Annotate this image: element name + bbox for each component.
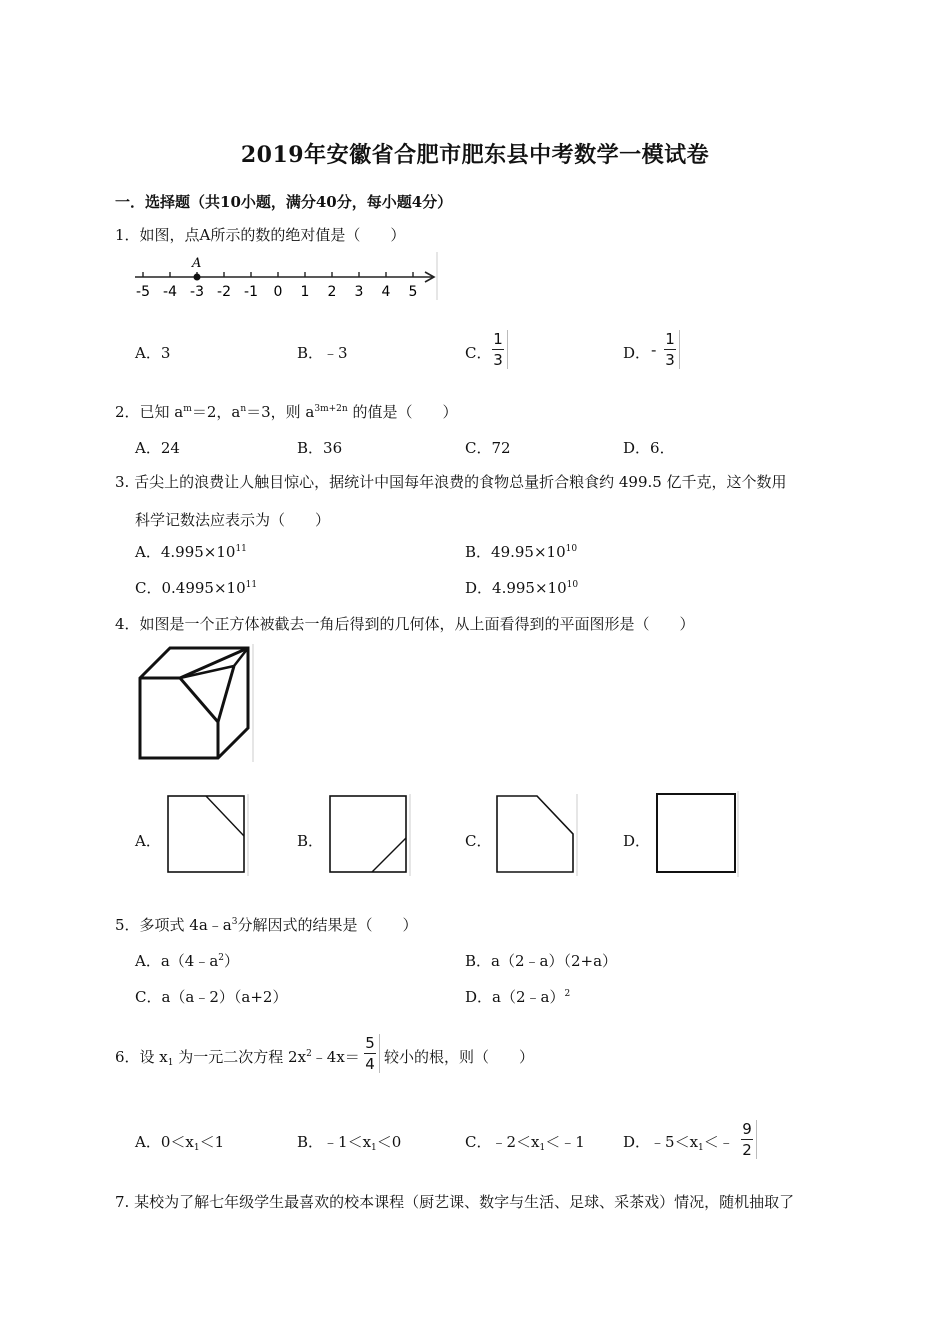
section-heading: 一．选择题（共10小题，满分40分，每小题4分） — [115, 193, 453, 211]
q6-option-d[interactable]: D．$﹣5<x_1<﹣$ — [623, 1133, 734, 1153]
number-line-tick-label: 0 — [273, 284, 283, 300]
number-line-tick-label: 1 — [300, 284, 310, 300]
number-line-figure — [133, 252, 439, 302]
fraction-numerator: 1 — [665, 330, 675, 348]
number-line-tick-label: -2 — [217, 284, 231, 300]
number-line-tick-label: 2 — [327, 284, 337, 300]
q4-option-c[interactable]: C． — [465, 832, 492, 850]
question-7-line-1: 7. 某校为了解七年级学生最喜欢的校本课程（厨艺课、数字与生活、足球、采茶戏）情况，随机抽取了 — [115, 1193, 795, 1211]
truncated-cube-figure — [136, 644, 256, 764]
q4-option-d[interactable]: D． — [623, 832, 651, 850]
q5-option-b[interactable]: B．a（2﹣a）（2+a） — [465, 952, 618, 970]
q6-option-a[interactable]: A．$0<x_1<1$ — [135, 1133, 225, 1153]
q6-option-c[interactable]: C．$﹣2<x_1<﹣1$ — [465, 1133, 585, 1153]
q4-option-b-figure — [328, 794, 412, 876]
q1-option-a[interactable]: A．3 — [135, 344, 171, 362]
q4-option-a[interactable]: A． — [135, 832, 161, 850]
q3-option-d[interactable]: D．$4.995\times 10^{10}$ — [465, 579, 579, 597]
q3-option-b[interactable]: B．$49.95\times 10^{10}$ — [465, 543, 578, 561]
number-line-tick-label: 3 — [354, 284, 364, 300]
q5-option-d[interactable]: D．a（2﹣a）$^2$ — [465, 988, 571, 1006]
question-1-stem: 1．如图，点A所示的数的绝对值是（ ） — [115, 226, 406, 244]
number-line-tick-label: -3 — [190, 284, 204, 300]
q3-option-c[interactable]: C．$0.4995\times 10^{11}$ — [135, 579, 258, 597]
q1-option-c-fraction — [492, 330, 508, 369]
point-a-dot — [194, 274, 201, 281]
q4-option-c-figure — [495, 794, 579, 876]
fraction-denominator: 3 — [665, 351, 675, 369]
number-line-tick-label: -1 — [244, 284, 258, 300]
point-a-label: A — [192, 256, 202, 271]
question-5-stem: 5．多项式 $4a﹣a^3$分解因式的结果是（ ） — [115, 916, 418, 934]
q4-option-a-figure — [166, 794, 250, 876]
q4-option-d-figure — [654, 791, 740, 877]
q6-option-d-fraction — [741, 1120, 757, 1159]
fraction-denominator: 2 — [742, 1141, 752, 1159]
question-6-stem-b: 较小的根，则（ ） — [384, 1048, 535, 1066]
number-line-tick-label: -4 — [163, 284, 177, 300]
q1-option-b[interactable]: B．﹣3 — [297, 344, 348, 362]
question-3-line-1: 3. 舌尖上的浪费让人触目惊心，据统计中国每年浪费的食物总量折合粮食约 499.5 亿千克，这个数用 — [115, 473, 787, 491]
number-line-tick-label: 4 — [381, 284, 391, 300]
q1-option-d[interactable]: D． — [623, 344, 651, 362]
q6-option-b[interactable]: B．$﹣1<x_1<0$ — [297, 1133, 402, 1153]
q2-option-b[interactable]: B．36 — [297, 439, 343, 457]
q6-equation-fraction — [364, 1034, 380, 1073]
q5-option-a[interactable]: A．$a(4﹣a^2)$ — [135, 952, 240, 970]
question-6-stem-a: 6．设 $x_1$ 为一元二次方程 $2x^2﹣4x=$ — [115, 1048, 360, 1068]
page-title: 2019年安徽省合肥市肥东县中考数学一模试卷 — [240, 142, 710, 168]
q2-option-c[interactable]: C．72 — [465, 439, 511, 457]
q1-option-d-sign: - — [651, 341, 657, 359]
question-3-line-2: 科学记数法应表示为（ ） — [135, 511, 331, 529]
fraction-numerator: 9 — [742, 1120, 752, 1138]
fraction-numerator: 5 — [365, 1034, 375, 1052]
number-line-tick-label: 5 — [408, 284, 418, 300]
question-4-stem: 4．如图是一个正方体被截去一角后得到的几何体，从上面看得到的平面图形是（ ） — [115, 615, 695, 633]
number-line-tick-label: -5 — [136, 284, 150, 300]
q3-option-a[interactable]: A．$4.995\times 10^{11}$ — [135, 543, 247, 561]
fraction-denominator: 4 — [365, 1055, 375, 1073]
fraction-denominator: 3 — [493, 351, 503, 369]
q1-option-c[interactable]: C． — [465, 344, 492, 362]
fraction-numerator: 1 — [493, 330, 503, 348]
q5-option-c[interactable]: C．a（a﹣2）（a+2） — [135, 988, 288, 1006]
question-2-stem: 2．已知 $a^m=2$，$a^n=3$，则 $a^{3m+2n}$ 的值是（ ） — [115, 403, 458, 421]
q1-option-d-fraction — [664, 330, 680, 369]
q2-option-a[interactable]: A．24 — [135, 439, 180, 457]
q4-option-b[interactable]: B． — [297, 832, 324, 850]
q2-option-d[interactable]: D．6． — [623, 439, 675, 457]
